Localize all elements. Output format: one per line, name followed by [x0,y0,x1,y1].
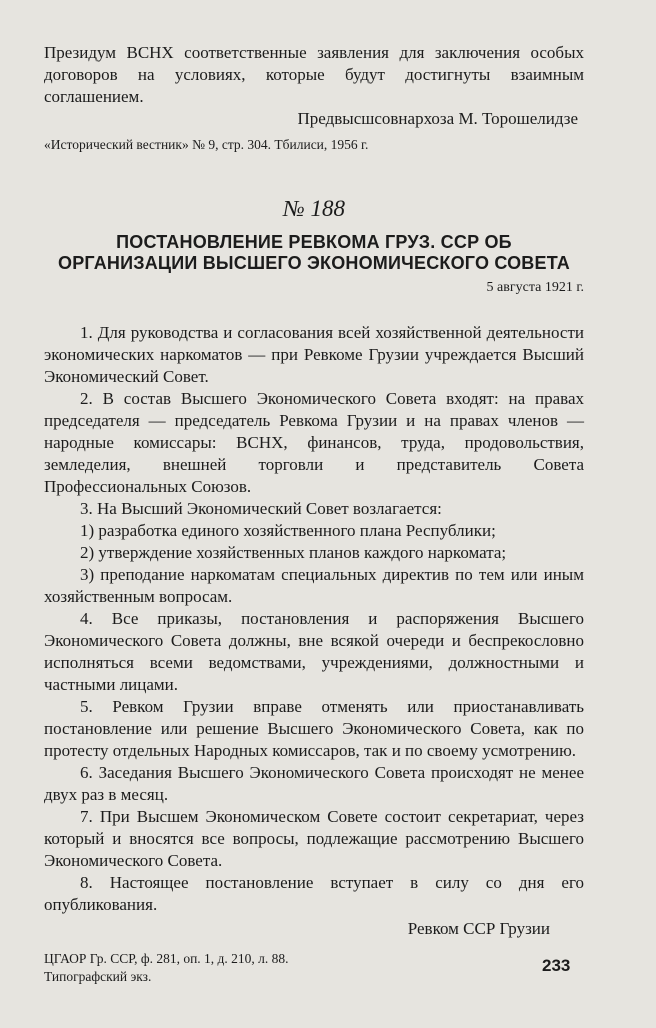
document-date: 5 августа 1921 г. [486,280,584,295]
paragraph-4: 4. Все приказы, постановления и распоряжения Высшего Экономического Совета должны, вне всякой очереди и беспрекословно исполняться всеми ведомствами, учреждениями, должностными и частными лицами. [44,609,584,694]
document-title: ПОСТАНОВЛЕНИЕ РЕВКОМА ГРУЗ. ССР ОБ ОРГАНИЗАЦИИ ВЫСШЕГО ЭКОНОМИЧЕСКОГО СОВЕТА [58,232,570,273]
document-number: № 188 [283,196,345,221]
top-signature: Предвысшсовнархоза М. Торошелидзе [297,109,578,128]
document-body [44,322,584,986]
top-source: «Исторический вестник» № 9, стр. 304. Тбилиси, 1956 г. [44,137,369,152]
paragraph-3: 3. На Высший Экономический Совет возлагается: [80,499,442,518]
paragraph-5: 5. Ревком Грузии вправе отменять или приостанавливать постановление или решение Высшего Экономического Совета, как по протесту отдельных Народных комиссаров, так и по своему усмотрению. [44,697,584,760]
paragraph-6: 6. Заседания Высшего Экономического Совета происходят не менее двух раз в месяц. [44,763,584,804]
top-paragraph: Президум ВСНХ соответственные заявления для заключения особых договоров на условиях, которые будут достигнуты взаимным соглашением. [44,43,584,106]
top-section [44,42,584,154]
list-item-2: 2) утверждение хозяйственных планов каждого наркомата; [80,543,507,562]
document-header [44,196,584,296]
paragraph-2: 2. В состав Высшего Экономического Совета входят: на правах председателя — председатель Ревкома Грузии и на правах членов — народные комиссары: ВСНХ, финансов, труда, продовольствия, земледелия, внешней торговли и представитель Совета Профессиональных Союзов. [44,389,584,496]
page-number: 233 [542,956,571,975]
paragraph-1: 1. Для руководства и согласования всей хозяйственной деятельности экономических наркоматов — при Ревкоме Грузии учреждается Высший Экономический Совет. [44,323,584,386]
paragraph-7: 7. При Высшем Экономическом Совете состоит секретариат, через который и вносятся все вопросы, подлежащие рассмотрению Высшего Экономического Совета. [44,807,584,870]
list-item-3: 3) преподание наркоматам специальных директив по тем или иным хозяйственным вопросам. [44,565,584,606]
list-item-1: 1) разработка единого хозяйственного плана Республики; [80,521,496,540]
archive-reference: ЦГАОР Гр. ССР, ф. 281, оп. 1, д. 210, л. 88. [44,951,289,966]
paragraph-8: 8. Настоящее постановление вступает в силу со дня его опубликования. [44,873,584,914]
copy-type: Типографский экз. [44,969,152,984]
signature: Ревком ССР Грузии [407,919,550,938]
